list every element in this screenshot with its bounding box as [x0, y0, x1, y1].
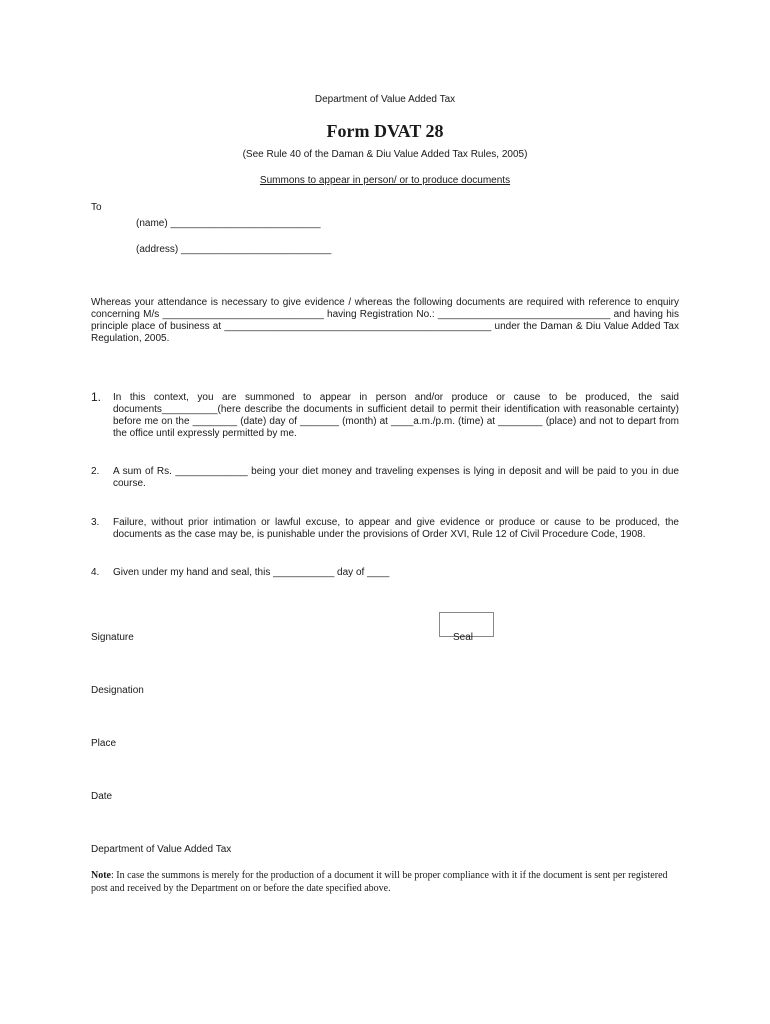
- item-text: Failure, without prior intimation or lawful excuse, to appear and give evidence or produce or cause to be produced, the documents as the case may be, is punishable under the provisions of Order XVI, Rule 12 of Civil Procedure Code, 1908.: [113, 517, 679, 540]
- note-text: : In case the summons is merely for the production of a document it will be proper compliance with it if the document is sent per registered post and received by the Department on or before the date specified above.: [91, 870, 668, 894]
- rule-reference: (See Rule 40 of the Daman & Diu Value Added Tax Rules, 2005): [242, 149, 528, 160]
- seal-label: Seal: [453, 632, 474, 643]
- recipient-name-line: (name) ___________________________: [136, 218, 321, 229]
- note-label: Note: [91, 870, 111, 881]
- item-number: 4.: [91, 567, 100, 578]
- department-footer: Department of Value Added Tax: [91, 844, 232, 855]
- designation-label: Designation: [91, 685, 144, 696]
- form-title: Form DVAT 28: [326, 121, 444, 141]
- item-text: In this context, you are summoned to appear in person and/or produce or cause to be produced, the said documents__________(here describe the documents in sufficient detail to permit their identification with reasonable certainty) before me on the ________ (date) day of _______ (month) at ____a.m./p.m. (time) at ________ (place) and not to depart from the office until expressly permitted by me.: [113, 392, 679, 439]
- item-text: A sum of Rs. _____________ being your diet money and traveling expenses is lying in deposit and will be paid to you in due course.: [113, 466, 679, 489]
- item-number: 1.: [91, 390, 102, 404]
- place-label: Place: [91, 738, 117, 749]
- item-number: 3.: [91, 517, 100, 528]
- summons-heading-wrap: [0, 175, 770, 186]
- item-number: 2.: [91, 466, 100, 477]
- recipient-address-line: (address) ___________________________: [136, 244, 332, 255]
- signature-label: Signature: [91, 632, 134, 643]
- item-text: Given under my hand and seal, this ___________ day of ____: [113, 567, 390, 578]
- summons-heading: Summons to appear in person/ or to produce documents: [259, 175, 511, 186]
- to-label: To: [91, 202, 102, 213]
- intro-paragraph: Whereas your attendance is necessary to give evidence / whereas the following documents are required with reference to enquiry concerning M/s _____________________________ having Registration No.: _______________________________ and having his principle place of business at ________________________________________________ under the Daman & Diu Value Added Tax Regulation, 2005.: [91, 297, 679, 344]
- note-paragraph: [91, 869, 679, 895]
- date-label: Date: [91, 791, 113, 802]
- department-header: Department of Value Added Tax: [314, 94, 456, 105]
